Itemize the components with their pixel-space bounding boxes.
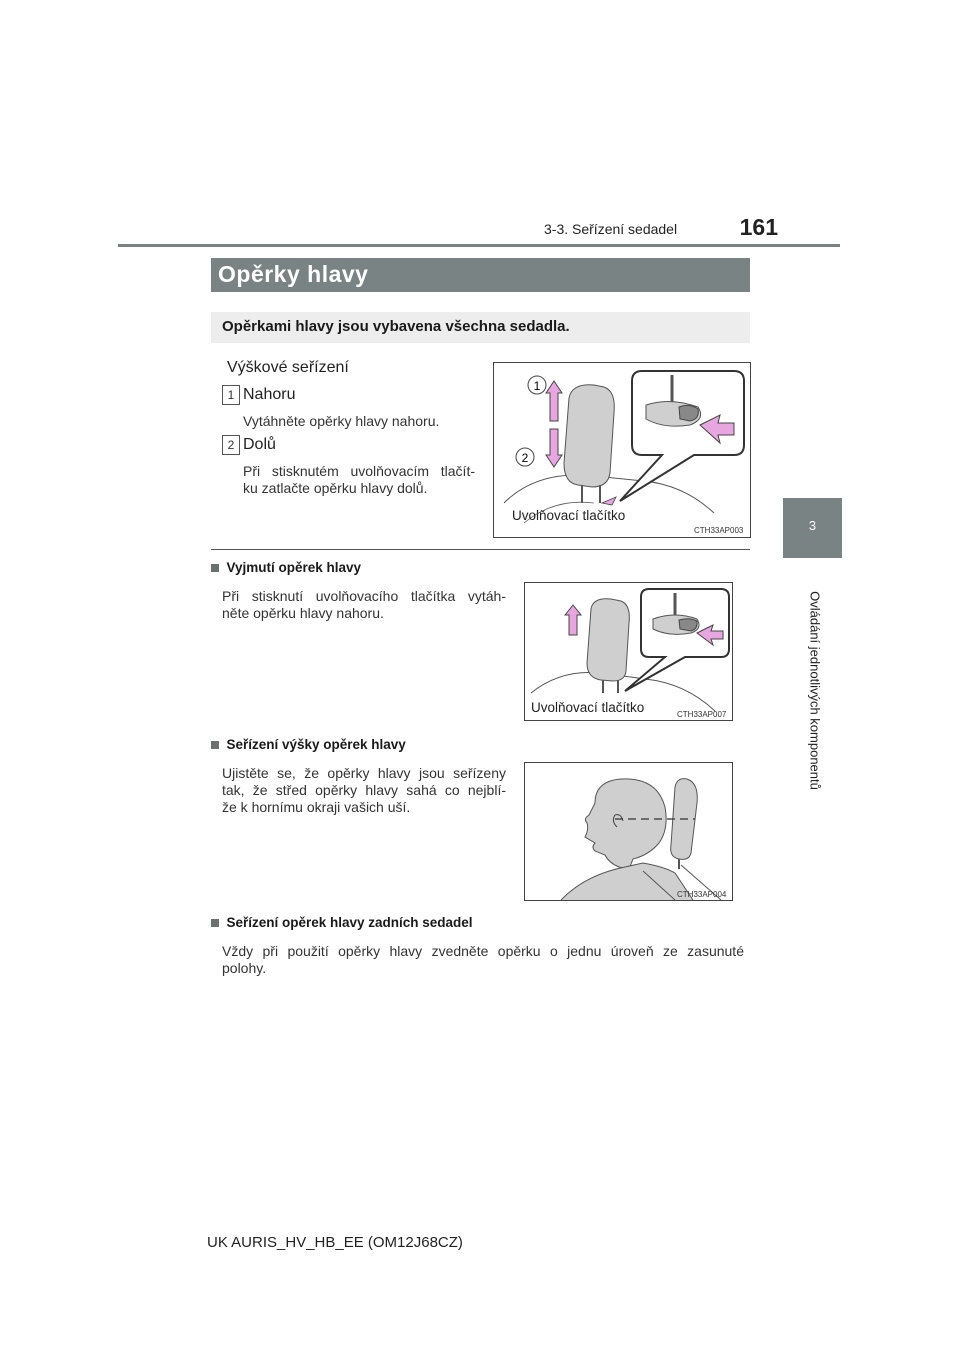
step-desc-up: Vytáhněte opěrky hlavy nahoru.	[243, 413, 440, 429]
figure2-label: Uvolňovací tlačítko	[531, 700, 645, 715]
section-height-line3: že k hornímu okraji vašich uší.	[222, 799, 411, 815]
step-number-2: 2	[222, 435, 240, 455]
section-reference: 3-3. Seřízení sedadel	[544, 221, 678, 237]
figure-headrest-removal	[524, 582, 733, 721]
chapter-number: 3	[808, 518, 817, 533]
section-remove	[211, 559, 361, 577]
header-rule	[118, 244, 840, 247]
figure1-code: CTH33AP003	[694, 526, 744, 535]
step-desc-down-line1: Při stisknutém uvolňovacím tlačít-	[243, 463, 475, 479]
chapter-title-vertical: Ovládání jednotlivých komponentů	[807, 591, 823, 790]
section-remove-heading: Vyjmutí opěrek hlavy	[226, 560, 362, 575]
section-height-line2: tak, že střed opěrky hlavy sahá co nejblí-	[222, 782, 506, 798]
figure-headrest-position	[524, 762, 733, 901]
section-remove-line1: Při stisknutí uvolňovacího tlačítka vytáh-	[222, 588, 506, 604]
figure1-label: Uvolňovací tlačítko	[512, 508, 626, 523]
head-position-illustration	[525, 763, 732, 900]
figure2-code: CTH33AP007	[677, 710, 727, 719]
callout-2: 2	[521, 451, 529, 465]
section-rear-line1: Vždy při použití opěrky hlavy zvedněte opěrku o jednu úroveň ze zasunuté	[222, 943, 744, 959]
figure-headrest-height	[493, 362, 751, 538]
step-label-down: Dolů	[243, 436, 276, 453]
square-bullet-icon	[211, 564, 219, 572]
square-bullet-icon	[211, 741, 219, 749]
section-height-heading: Seřízení výšky opěrek hlavy	[226, 737, 406, 752]
square-bullet-icon	[211, 919, 219, 927]
step-number-1: 1	[222, 385, 240, 405]
figure3-code: CTH33AP004	[677, 890, 727, 899]
section-height	[211, 736, 406, 754]
section-remove-line2: něte opěrku hlavy nahoru.	[222, 605, 384, 621]
step-desc-down-line2: ku zatlačte opěrku hlavy dolů.	[243, 480, 428, 496]
section-rear	[211, 914, 473, 932]
section-divider	[211, 549, 750, 550]
page-number: 161	[739, 214, 778, 240]
section-rear-heading: Seřízení opěrek hlavy zadních sedadel	[226, 915, 473, 930]
footer-model-code: UK AURIS_HV_HB_EE (OM12J68CZ)	[207, 1234, 463, 1251]
page-title: Opěrky hlavy	[218, 261, 369, 287]
height-adjust-heading: Výškové seřízení	[227, 359, 349, 376]
page-subtitle: Opěrkami hlavy jsou vybavena všechna sedadla.	[222, 318, 570, 335]
section-height-line1: Ujistěte se, že opěrky hlavy jsou seřízeny	[222, 765, 506, 781]
section-rear-line2: polohy.	[222, 960, 267, 976]
step-label-up: Nahoru	[243, 386, 296, 403]
callout-1: 1	[533, 379, 541, 393]
